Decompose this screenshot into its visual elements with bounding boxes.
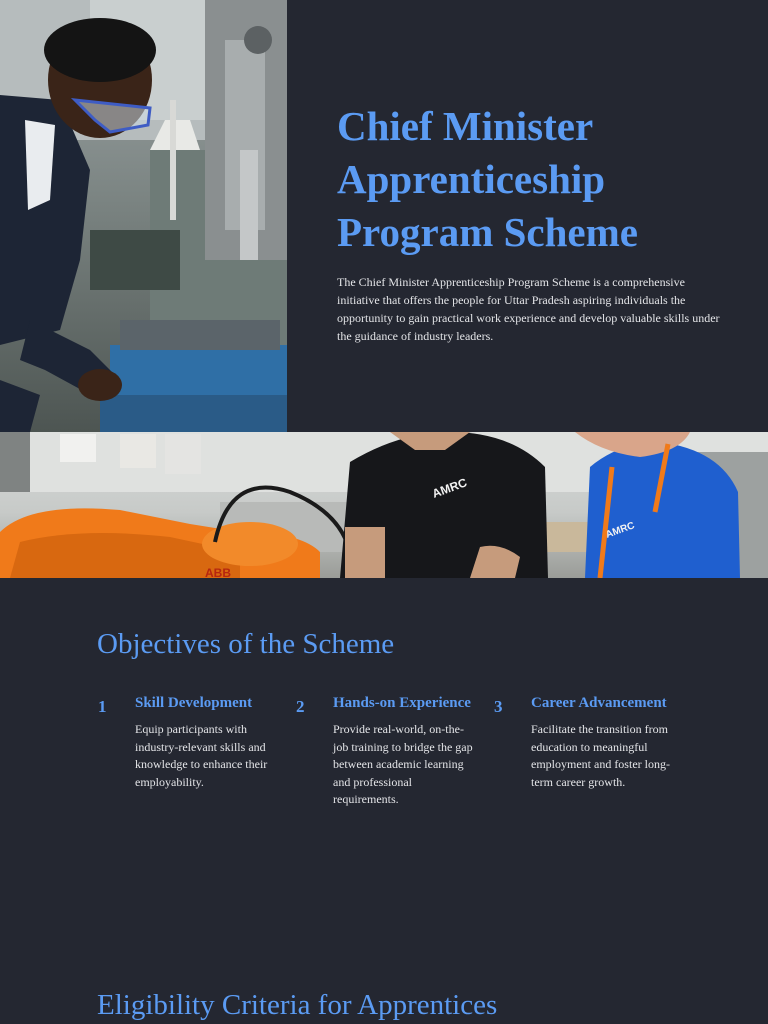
- svg-text:AMRC: AMRC: [604, 520, 637, 541]
- svg-text:ABB: ABB: [205, 566, 231, 578]
- objectives-section-title: Objectives of the Scheme: [97, 628, 395, 660]
- objective-number: 1: [98, 697, 107, 716]
- objective-description: Equip participants with industry-relevant skills and knowledge to enhance their employability.: [135, 722, 268, 789]
- banner-photo-workshop-team: [0, 432, 768, 578]
- objective-number: 3: [494, 697, 503, 716]
- objective-number: 2: [296, 697, 305, 716]
- svg-text:AMRC: AMRC: [430, 475, 469, 501]
- hero-photo-apprentice-at-machine: [0, 0, 287, 432]
- eligibility-section-title: Eligibility Criteria for Apprentices: [97, 989, 498, 1021]
- objective-description: Provide real-world, on-the-job training to bridge the gap between academic learning and professional requirements.: [333, 722, 473, 807]
- hero-description: The Chief Minister Apprenticeship Program Scheme is a comprehensive initiative that offers the people for Uttar Pradesh aspiring individuals the opportunity to gain practical work experience and develop valuable skills under the guidance of industry leaders.: [337, 275, 720, 343]
- objective-description: Facilitate the transition from education to meaningful employment and foster long-term career growth.: [531, 722, 670, 789]
- page-title: Chief Minister Apprenticeship Program Scheme: [337, 103, 638, 255]
- objective-heading: Skill Development: [135, 695, 253, 711]
- objective-heading: Career Advancement: [531, 695, 667, 711]
- objective-heading: Hands-on Experience: [333, 695, 471, 711]
